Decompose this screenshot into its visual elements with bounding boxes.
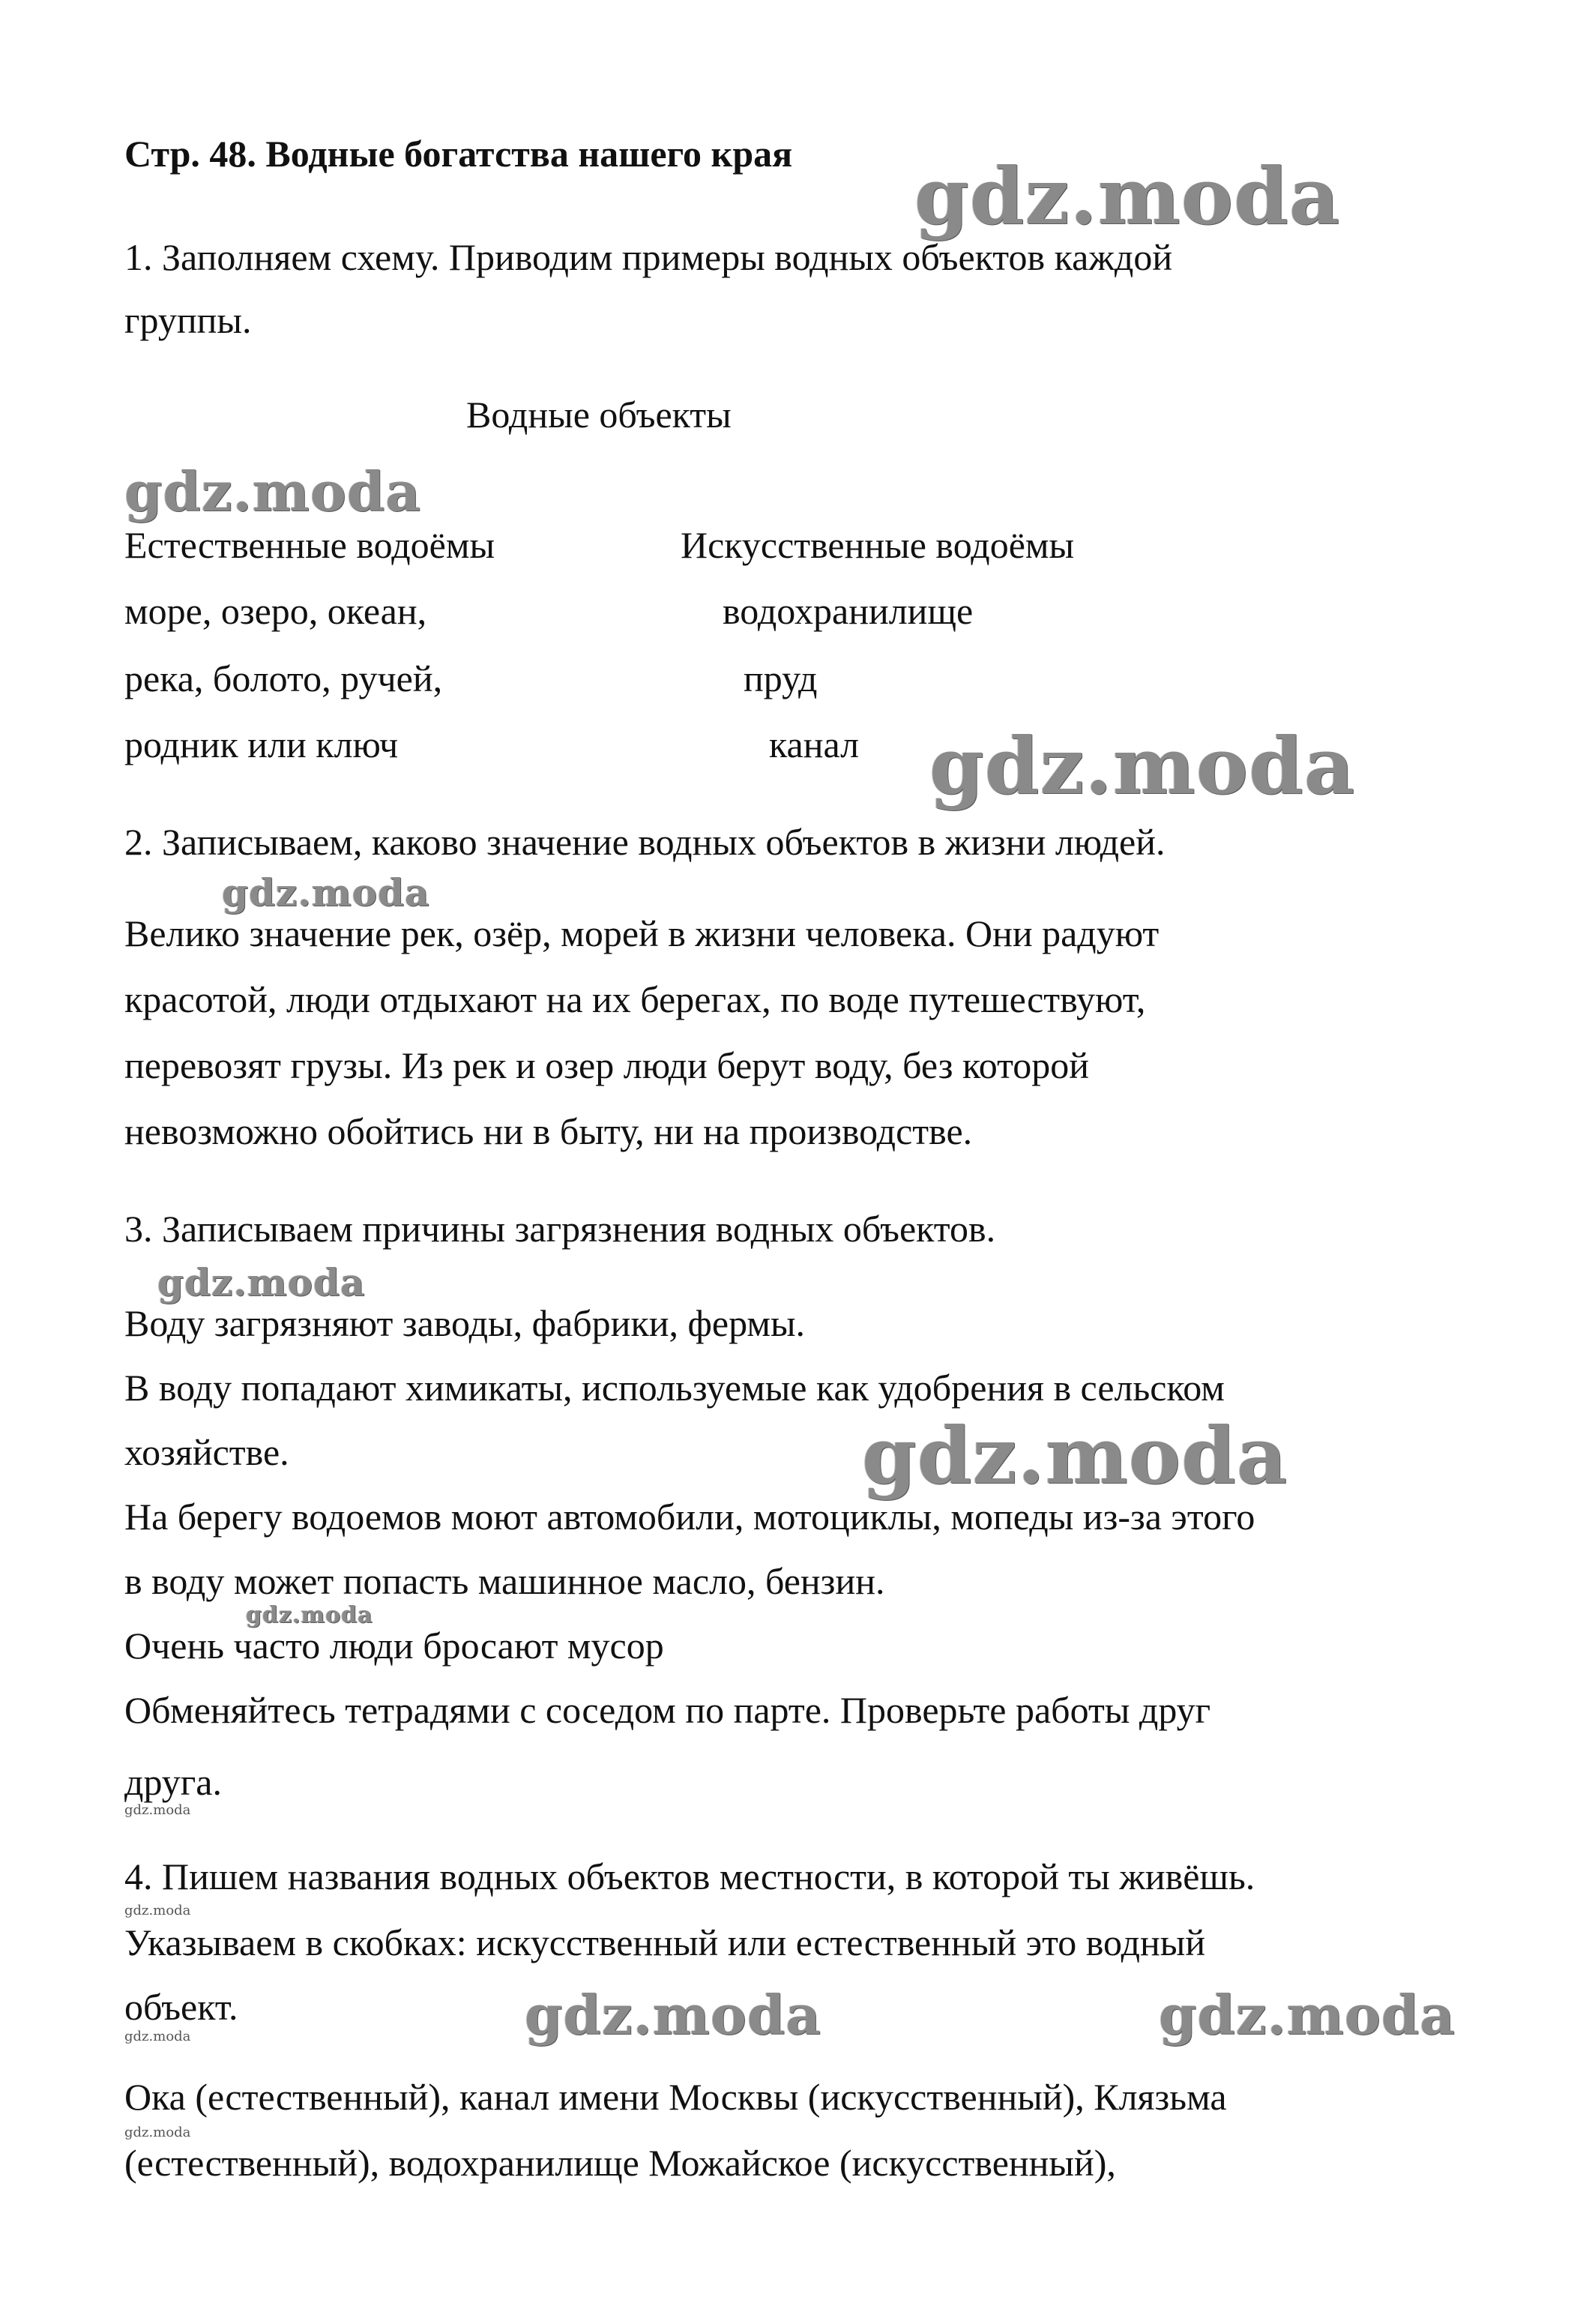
task3-line: На берегу водоемов моют автомобили, мотоциклы, мопеды из-за этого <box>124 1496 1255 1538</box>
watermark: gdz.moda <box>525 1983 821 2047</box>
task4-line: объект. <box>124 1986 238 2028</box>
task3-line: в воду может попасть машинное масло, бензин. <box>124 1560 885 1602</box>
watermark: gdz.moda <box>222 870 430 915</box>
watermark: gdz.moda <box>157 1260 366 1304</box>
task1-text-line1: 1. Заполняем схему. Приводим примеры водных объектов каждой <box>124 236 1173 278</box>
task3-heading: 3. Записываем причины загрязнения водных объектов. <box>124 1208 996 1250</box>
natural-item: река, болото, ручей, <box>124 657 443 699</box>
watermark: gdz.moda <box>124 2029 191 2044</box>
artificial-item: водохранилище <box>723 590 974 632</box>
watermark: gdz.moda <box>124 1903 191 1918</box>
artificial-header: Искусственные водоёмы <box>681 524 1075 566</box>
task4-line: 4. Пишем названия водных объектов местности, в которой ты живёшь. <box>124 1855 1255 1897</box>
task2-line: невозможно обойтись ни в быту, ни на производстве. <box>124 1110 973 1152</box>
scheme-title: Водные объекты <box>466 394 732 436</box>
watermark: gdz.moda <box>914 150 1341 242</box>
task4-line: Указываем в скобках: искусственный или естественный это водный <box>124 1921 1206 1963</box>
task4-line: (естественный), водохранилище Можайское (искусственный), <box>124 2142 1116 2184</box>
task2-line: красотой, люди отдыхают на их берегах, по воде путешествуют, <box>124 978 1146 1020</box>
task3-line: Воду загрязняют заводы, фабрики, фермы. <box>124 1302 806 1344</box>
watermark: gdz.moda <box>124 1802 191 1818</box>
natural-header: Естественные водоёмы <box>124 524 495 566</box>
task3-line: хозяйстве. <box>124 1431 289 1473</box>
artificial-item: пруд <box>744 657 818 699</box>
page-title: Стр. 48. Водные богатства нашего края <box>124 133 793 175</box>
natural-item: родник или ключ <box>124 723 399 765</box>
task3-line: В воду попадают химикаты, используемые как удобрения в сельском <box>124 1367 1225 1409</box>
natural-item: море, озеро, океан, <box>124 590 427 632</box>
task2-heading: 2. Записываем, каково значение водных объектов в жизни людей. <box>124 821 1166 863</box>
task3-line: Очень часто люди бросают мусор <box>124 1625 664 1667</box>
watermark: gdz.moda <box>1159 1983 1456 2047</box>
task3-line: друга. <box>124 1761 222 1803</box>
task2-line: перевозят грузы. Из рек и озер люди берут воду, без которой <box>124 1044 1090 1086</box>
watermark: gdz.moda <box>246 1602 373 1628</box>
watermark: gdz.moda <box>124 2125 191 2140</box>
task3-line: Обменяйтесь тетрадями с соседом по парте. Проверьте работы друг <box>124 1689 1211 1731</box>
task4-line: Ока (естественный), канал имени Москвы (искусственный), Клязьма <box>124 2076 1227 2118</box>
watermark: gdz.moda <box>862 1409 1288 1502</box>
task1-text-line2: группы. <box>124 299 252 341</box>
task2-line: Велико значение рек, озёр, морей в жизни человека. Они радуют <box>124 912 1160 954</box>
watermark: gdz.moda <box>929 720 1356 812</box>
watermark: gdz.moda <box>124 460 421 523</box>
artificial-item: канал <box>769 723 860 765</box>
